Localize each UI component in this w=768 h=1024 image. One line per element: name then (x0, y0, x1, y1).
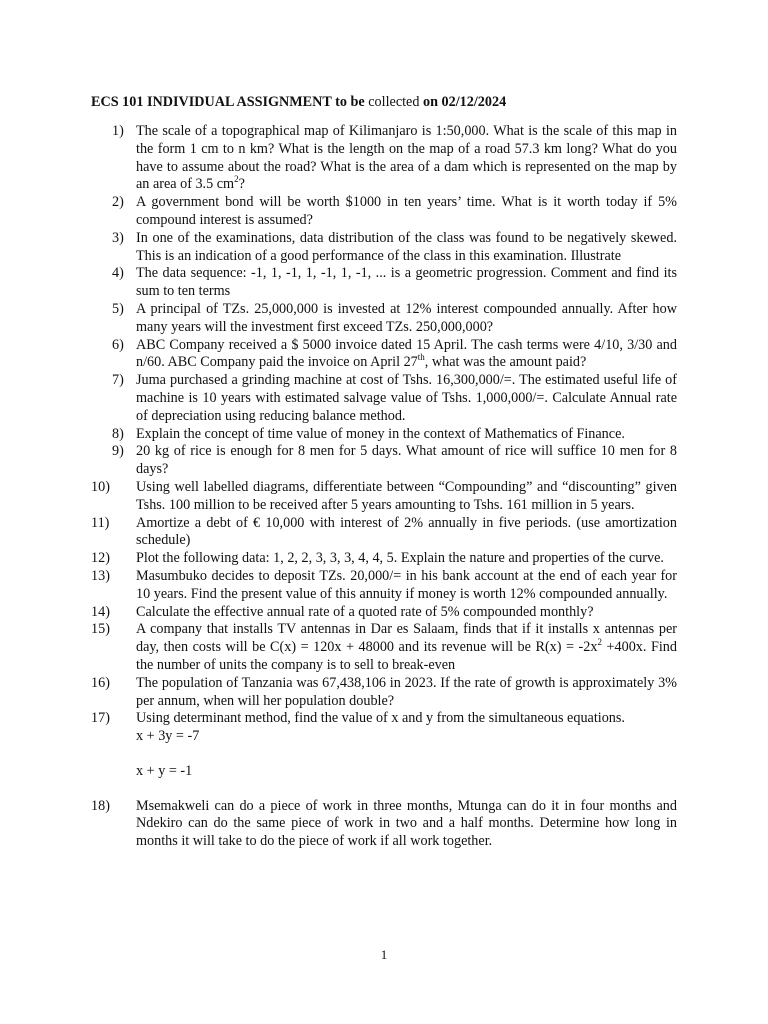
question-text: A government bond will be worth $1000 in ten years’ time. What is it worth today if 5% compound interest is assumed? (136, 194, 677, 228)
question-number: 17) (91, 710, 110, 727)
question-item (91, 515, 677, 551)
question-number: 8) (112, 425, 124, 442)
question-list (91, 123, 677, 851)
question-item (91, 675, 677, 711)
question-text: Calculate the effective annual rate of a quoted rate of 5% compounded monthly? (136, 603, 594, 620)
spacer (136, 781, 677, 798)
question-text: A company that installs TV antennas in Dar es Salaam, finds that if it installs x antennas per day, then costs will be C(x) = 120x + 48000 and its revenue will be $R(x) = -2x^2 +400x$. Find the number of units the company is to sell to break-even (136, 621, 677, 673)
question-item (91, 194, 677, 230)
question-number: 3) (112, 229, 124, 246)
question-number: 9) (112, 443, 124, 460)
question-text: Using well labelled diagrams, differentiate between “Compounding” and “discounting” given Tshs. 100 million to be received after 5 years amounting to Tshs. 161 million in 5 years. (136, 478, 677, 513)
heading-date: on 02/12/2024 (423, 94, 507, 110)
question-number: 12) (91, 550, 110, 567)
heading-collected: collected (364, 94, 423, 110)
question-item (91, 604, 677, 622)
question-item (91, 265, 677, 301)
question-number: 7) (112, 372, 124, 389)
equation-2: x + y = -1 (136, 762, 193, 779)
question-item (91, 550, 677, 568)
question-item (91, 123, 677, 194)
question-text: Explain the concept of time value of money in the context of Mathematics of Finance. (136, 425, 625, 442)
question-item (91, 798, 677, 851)
spacer (136, 746, 677, 763)
question-item (91, 301, 677, 337)
question-text: 20 kg of rice is enough for 8 men for 5 days. What amount of rice will suffice 10 men for 8 days? (136, 443, 677, 478)
equation-1: x + 3y = -7 (136, 728, 200, 745)
question-item (91, 426, 677, 444)
question-number: 18) (91, 797, 110, 814)
question-number: 5) (112, 300, 124, 317)
page-number: 1 (380, 947, 388, 962)
question-text: Msemakweli can do a piece of work in three months, Mtunga can do it in four months and Ndekiro can do the same piece of work in two and a half months. Determine how long in months it will take to do the piece of work if all work together. (136, 797, 677, 850)
question-item (91, 337, 677, 373)
question-item (91, 443, 677, 479)
question-number: 15) (91, 621, 110, 638)
question-text: The data sequence: -1, 1, -1, 1, -1, 1, -1, ... is a geometric progression. Comment and find its sum to ten terms (136, 265, 677, 300)
question-text: ABC Company received a $ 5000 invoice dated 15 April. The cash terms were 4/10, 3/30 and n/60. ABC Company paid the invoice on April 27th, what was the amount paid? (136, 336, 677, 371)
question-text: Plot the following data: 1, 2, 2, 3, 3, 3, 4, 4, 5. Explain the nature and properties of the curve. (136, 550, 664, 567)
assignment-heading (91, 94, 506, 112)
question-item (91, 372, 677, 425)
question-text: The population of Tanzania was 67,438,106 in 2023. If the rate of growth is approximately 3% per annum, when will her population double? (136, 674, 677, 709)
question-item (91, 479, 677, 515)
question-number: 1) (112, 123, 124, 139)
question-number: 2) (112, 194, 124, 211)
heading-course: ECS 101 INDIVIDUAL ASSIGNMENT to be (91, 94, 365, 110)
question-number: 14) (91, 603, 110, 620)
question-number: 6) (112, 336, 124, 353)
question-number: 16) (91, 674, 110, 691)
question-number: 10) (91, 478, 110, 495)
question-text: In one of the examinations, data distribution of the class was found to be negatively skewed. This is an indication of a good performance of the class in this examination. Illustrate (136, 229, 677, 264)
question-text: Juma purchased a grinding machine at cost of Tshs. 16,300,000/=. The estimated useful life of machine is 10 years with estimated salvage value of Tshs. 1,000,000/=. Calculate Annual rate of depreciation using reducing balance method. (136, 372, 677, 424)
question-number: 11) (91, 514, 110, 531)
question-text: Amortize a debt of € 10,000 with interest of 2% annually in five periods. (use amortization schedule) (136, 514, 677, 549)
question-text: Masumbuko decides to deposit TZs. 20,000/= in his bank account at the end of each year for 10 years. Find the present value of this annuity if money is worth 12% compounded annually. (136, 567, 677, 602)
question-item (91, 621, 677, 674)
question-item (91, 568, 677, 604)
question-number: 13) (91, 567, 110, 584)
question-item (91, 710, 677, 797)
question-text: A principal of TZs. 25,000,000 is invested at 12% interest compounded annually. After how many years will the investment first exceed TZs. 250,000,000? (136, 300, 677, 335)
question-text: Using determinant method, find the value of x and y from the simultaneous equations. (136, 710, 625, 727)
question-number: 4) (112, 265, 124, 282)
question-text: The scale of a topographical map of Kilimanjaro is 1:50,000. What is the scale of this map in the form 1 cm to n km? What is the length on the map of a road 57.3 km long? What do you have to assume about the road? What is the area of a dam which is represented on the map by an area of 3.5 $cm^2$? (136, 123, 677, 193)
question-item (91, 230, 677, 266)
